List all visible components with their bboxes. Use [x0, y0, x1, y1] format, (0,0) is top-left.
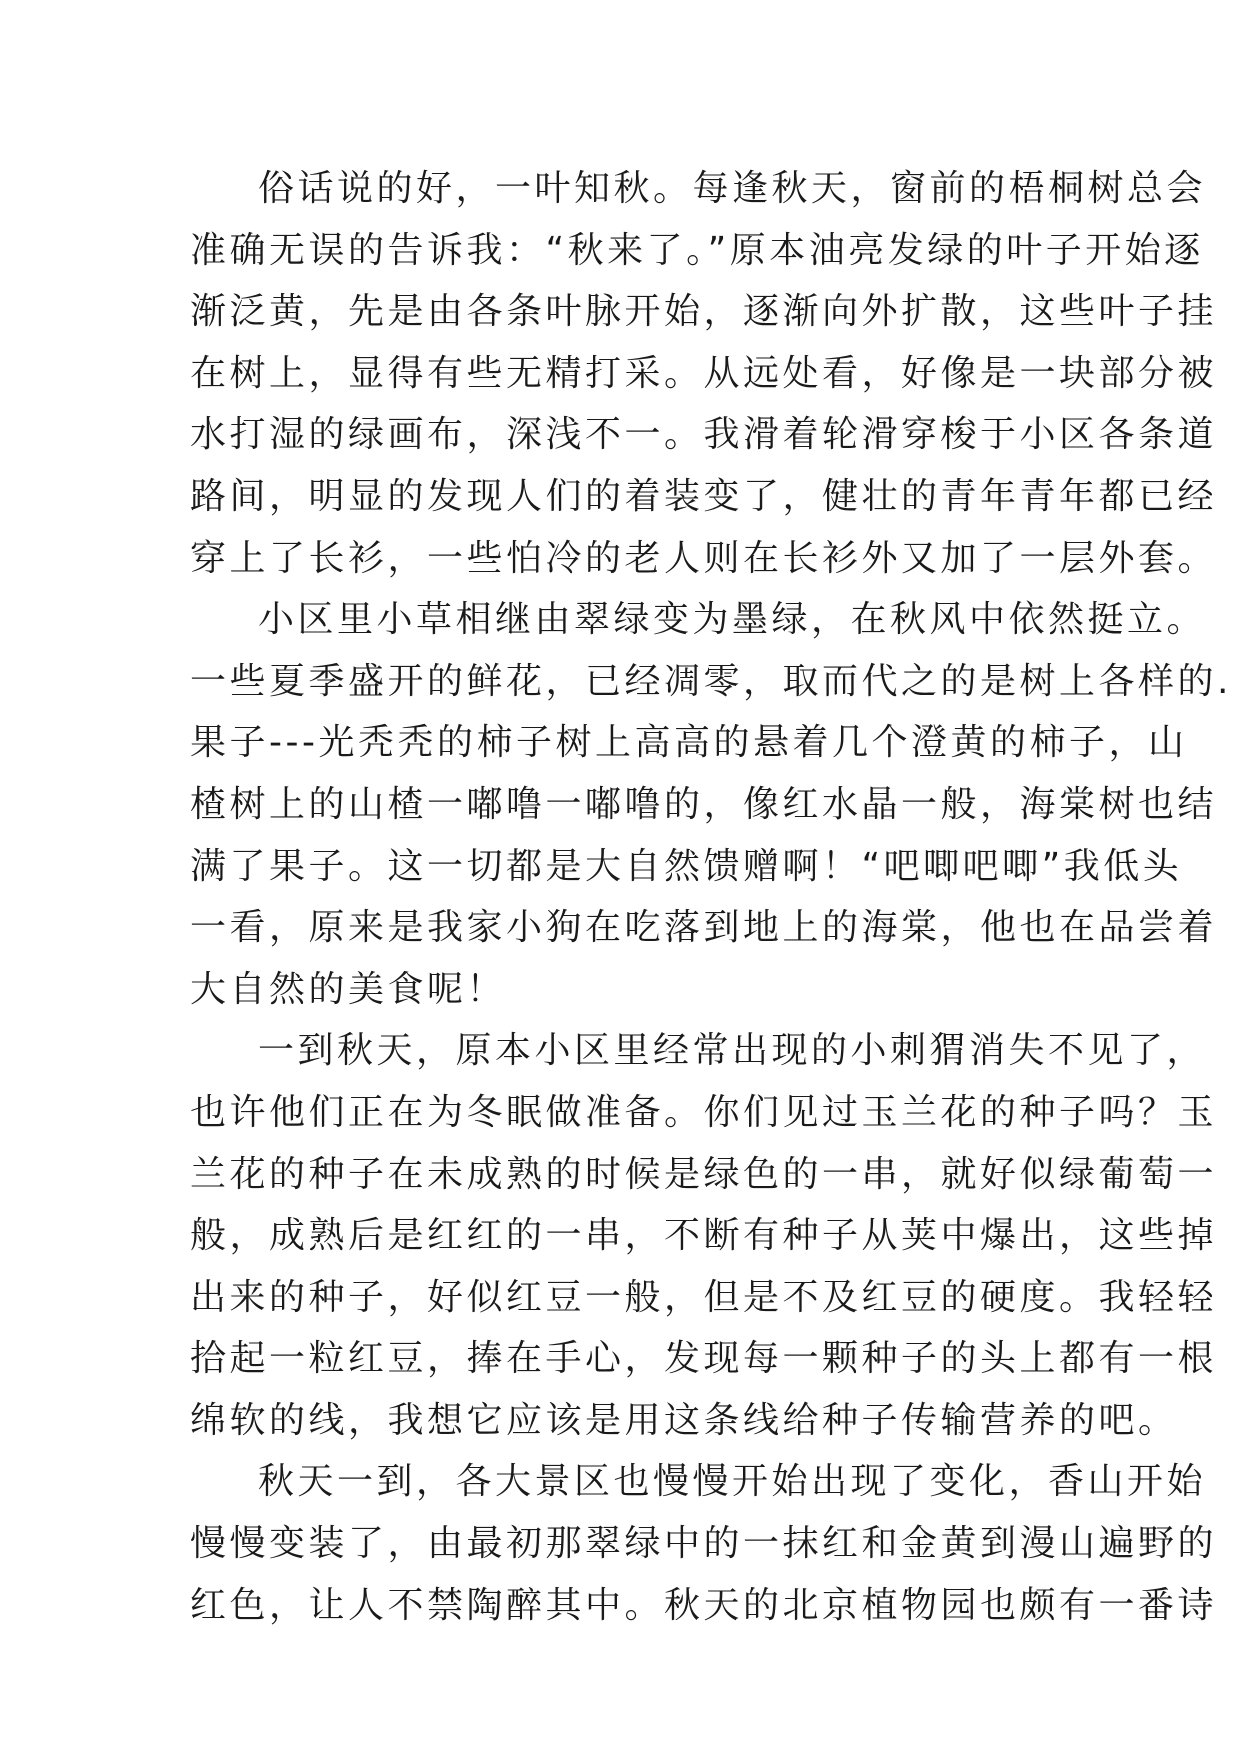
paragraph-1-line-2: 准确无误的告诉我：“秋来了。”原本油亮发绿的叶子开始逐: [190, 229, 1204, 271]
paragraph-2-line-5: 满了果子。这一切都是大自然馈赠啊！“吧唧吧唧”我低头: [190, 845, 1183, 887]
paragraph-3-line-1: 一到秋天，原本小区里经常出现的小刺猬消失不见了，: [258, 1030, 1207, 1072]
paragraph-1-line-4: 在树上，显得有些无精打采。从远处看，好像是一块部分被: [190, 352, 1218, 394]
paragraph-2-line-7: 大自然的美食呢！: [190, 968, 507, 1010]
paragraph-1-line-5: 水打湿的绿画布，深浅不一。我滑着轮滑穿梭于小区各条道: [190, 414, 1218, 456]
paragraph-4-line-1: 秋天一到，各大景区也慢慢开始出现了变化，香山开始: [258, 1461, 1207, 1503]
paragraph-4-line-2: 慢慢变装了，由最初那翠绿中的一抹红和金黄到漫山遍野的: [190, 1523, 1218, 1565]
paragraph-4-line-3: 红色，让人不禁陶醉其中。秋天的北京植物园也颇有一番诗: [190, 1584, 1218, 1626]
paragraph-1-line-3: 渐泛黄，先是由各条叶脉开始，逐渐向外扩散，这些叶子挂: [190, 291, 1218, 333]
paragraph-1-line-7: 穿上了长衫，一些怕冷的老人则在长衫外又加了一层外套。: [190, 537, 1218, 579]
paragraph-3-line-5: 出来的种子，好似红豆一般，但是不及红豆的硬度。我轻轻: [190, 1276, 1218, 1318]
paragraph-1-line-6: 路间，明显的发现人们的着装变了，健壮的青年青年都已经: [190, 475, 1218, 517]
paragraph-3-line-2: 也许他们正在为冬眠做准备。你们见过玉兰花的种子吗？玉: [190, 1091, 1218, 1133]
document-body: [190, 158, 1232, 1636]
paragraph-3-line-6: 拾起一粒红豆，捧在手心，发现每一颗种子的头上都有一根: [190, 1338, 1218, 1380]
paragraph-3-line-7: 绵软的线，我想它应该是用这条线给种子传输营养的吧。: [190, 1399, 1178, 1441]
paragraph-2-line-4: 楂树上的山楂一嘟噜一嘟噜的，像红水晶一般，海棠树也结: [190, 783, 1218, 825]
paragraph-3-line-4: 般，成熟后是红红的一串，不断有种子从荚中爆出，这些掉: [190, 1215, 1218, 1257]
paragraph-1-line-1: 俗话说的好，一叶知秋。每逢秋天，窗前的梧桐树总会: [258, 168, 1207, 209]
paragraph-3-line-3: 兰花的种子在未成熟的时候是绿色的一串，就好似绿葡萄一: [190, 1153, 1218, 1195]
paragraph-2-line-6: 一看，原来是我家小狗在吃落到地上的海棠，他也在品尝着: [190, 907, 1218, 949]
paragraph-2-line-1: 小区里小草相继由翠绿变为墨绿，在秋风中依然挺立。: [258, 599, 1207, 641]
paragraph-2-line-3: 果子---光秃秃的柿子树上高高的悬着几个澄黄的柿子，山: [190, 722, 1188, 764]
paragraph-2-line-2: 一些夏季盛开的鲜花，已经凋零，取而代之的是树上各样的.: [190, 660, 1232, 702]
